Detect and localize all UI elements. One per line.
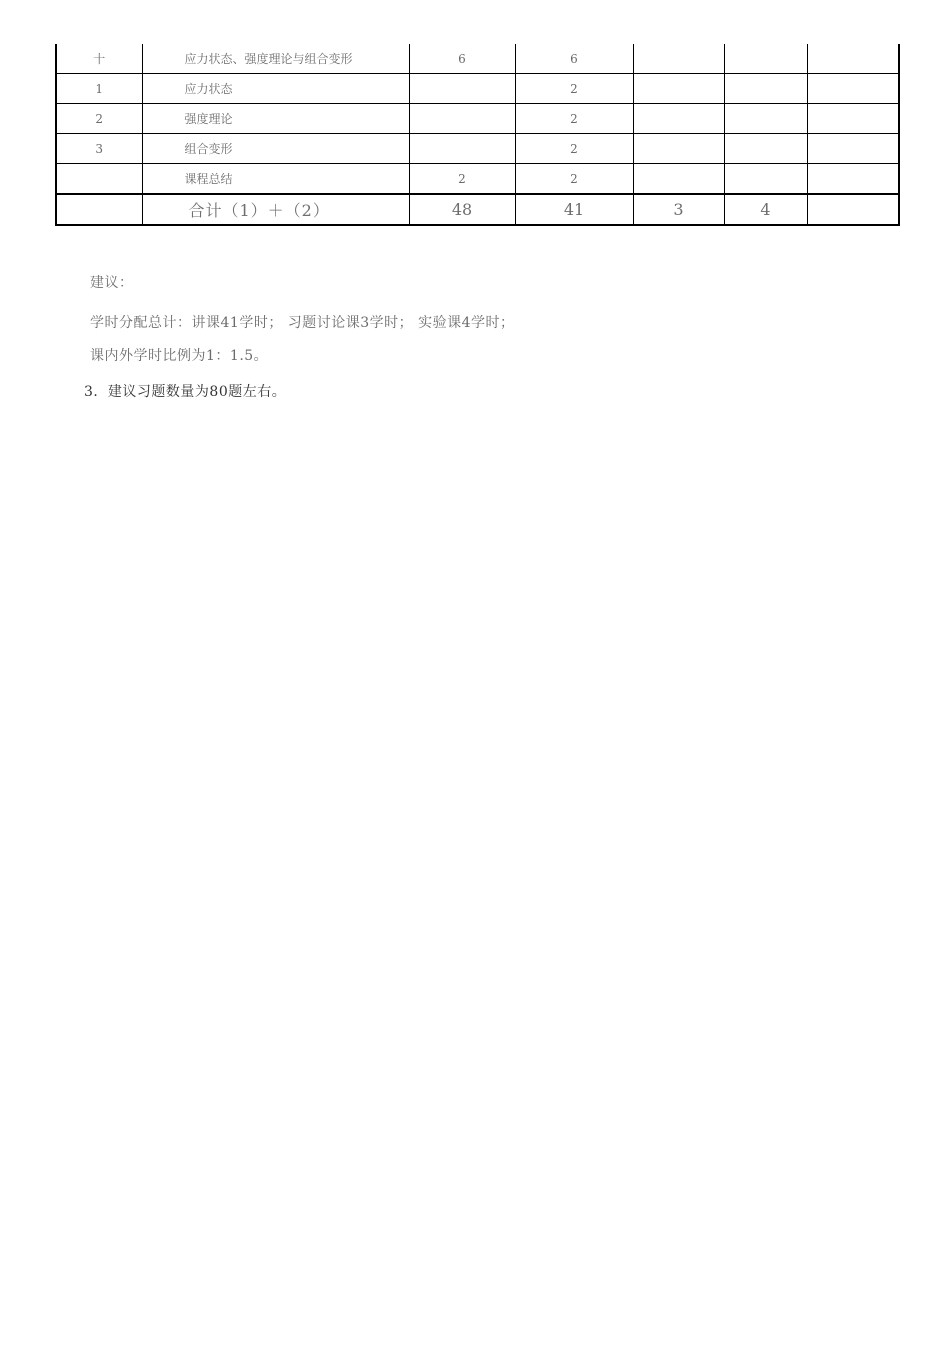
total-value	[807, 194, 899, 225]
total-value: 3	[633, 194, 724, 225]
row-value	[724, 74, 807, 104]
row-value	[724, 164, 807, 195]
total-row	[56, 194, 899, 225]
hours-schedule-table	[55, 44, 900, 226]
row-value	[807, 164, 899, 195]
row-value	[409, 74, 515, 104]
row-value	[724, 134, 807, 164]
table-row	[56, 134, 899, 164]
total-number	[56, 194, 142, 225]
total-value: 41	[515, 194, 633, 225]
row-number: 2	[56, 104, 142, 134]
total-label: 合计（1）＋（2）	[142, 194, 409, 225]
row-topic: 应力状态	[142, 74, 409, 104]
hours-ratio-text: 课内外学时比例为1：1.5。	[90, 348, 269, 364]
row-number: 3	[56, 134, 142, 164]
table-row	[56, 44, 899, 74]
row-value	[633, 74, 724, 104]
suggestions-heading: 建议：	[90, 275, 134, 291]
row-number: 1	[56, 74, 142, 104]
row-topic: 课程总结	[142, 164, 409, 195]
row-value	[633, 104, 724, 134]
total-value: 48	[409, 194, 515, 225]
exercise-count-text: 3．建议习题数量为80题左右。	[84, 384, 287, 400]
row-topic: 应力状态、强度理论与组合变形	[142, 44, 409, 74]
row-topic: 组合变形	[142, 134, 409, 164]
row-value	[409, 134, 515, 164]
row-value: 2	[409, 164, 515, 195]
table-row	[56, 104, 899, 134]
row-value	[633, 164, 724, 195]
row-value	[724, 44, 807, 74]
total-value: 4	[724, 194, 807, 225]
row-value	[633, 134, 724, 164]
row-value	[633, 44, 724, 74]
row-value: 2	[515, 74, 633, 104]
row-topic: 强度理论	[142, 104, 409, 134]
row-number: 十	[56, 44, 142, 74]
row-value: 6	[409, 44, 515, 74]
row-value	[724, 104, 807, 134]
row-value	[807, 104, 899, 134]
hours-allocation-text: 学时分配总计：讲课41学时； 习题讨论课3学时； 实验课4学时；	[90, 315, 515, 331]
row-value: 2	[515, 134, 633, 164]
row-value	[807, 44, 899, 74]
row-number	[56, 164, 142, 195]
table-row	[56, 164, 899, 195]
row-value	[807, 134, 899, 164]
row-value	[409, 104, 515, 134]
row-value: 2	[515, 164, 633, 195]
table-row	[56, 74, 899, 104]
row-value	[807, 74, 899, 104]
row-value: 6	[515, 44, 633, 74]
row-value: 2	[515, 104, 633, 134]
